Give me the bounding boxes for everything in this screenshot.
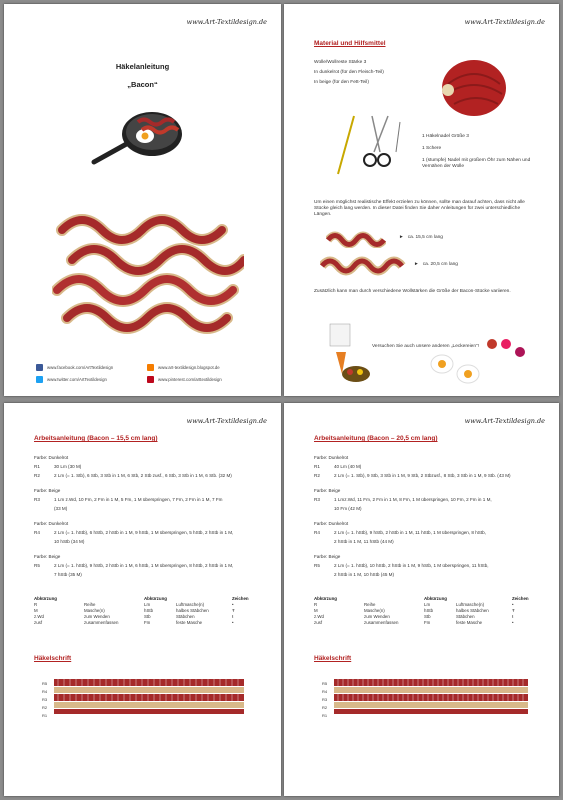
site-url: www.Art-Textildesign.de bbox=[186, 417, 267, 425]
row-text: (33 M) bbox=[54, 506, 68, 511]
yarn-ball-image bbox=[434, 56, 510, 120]
pattern-title: Häkelanleitung bbox=[115, 62, 170, 71]
row-text: 10 Fm (42 M) bbox=[334, 506, 362, 511]
svg-text:R5: R5 bbox=[42, 681, 48, 686]
pattern-row bbox=[314, 572, 394, 577]
color-label: Farbe: Beige bbox=[314, 554, 341, 559]
row-text: 2 Lm (= 1. Stb), 6 Stb, 3 Stb in 1 M, 6 Stb, 2 Stb zusf., 6 Stb, 3 Stb in 1 M, 6 Stb. (32 M) bbox=[54, 473, 232, 478]
row-text: 2 Lm (= 1. hStb), 10 hStb, 2 hStb in 1 M, 9 hStb, 1 M überspringen, 11 hStb, bbox=[334, 563, 489, 568]
site-url: www.Art-Textildesign.de bbox=[464, 417, 545, 425]
row-label: R5 bbox=[34, 563, 40, 568]
pattern-row bbox=[314, 506, 362, 511]
dc-symbol: ŧ bbox=[512, 614, 514, 620]
svg-text:R4: R4 bbox=[322, 689, 328, 694]
tool-line-3: 1 (stumpfe) Nadel mit großem Öhr zum Nähen und Vernähen der Wolle bbox=[422, 158, 531, 169]
blogger-icon bbox=[147, 364, 154, 371]
sc-symbol: • bbox=[232, 620, 234, 626]
abbr-desc: feste Masche bbox=[176, 620, 203, 626]
chart-heading: Häkelschrift bbox=[314, 655, 352, 662]
row-label: R3 bbox=[34, 497, 40, 502]
abbr-cell: hStb bbox=[424, 607, 434, 613]
half-dc-symbol: Ŧ bbox=[232, 607, 235, 613]
tool-line-2: 1 Schere bbox=[422, 146, 442, 151]
row-label: R1 bbox=[314, 464, 320, 469]
row-text: 30 Lm (30 M) bbox=[54, 464, 82, 469]
abbr-desc: Stäbchen bbox=[456, 614, 475, 620]
abbr-cell: z.Wd bbox=[34, 614, 45, 620]
abbr-desc: Luftmasche(n) bbox=[456, 601, 485, 607]
row-text: 40 Lm (40 M) bbox=[334, 464, 362, 469]
chart-heading: Häkelschrift bbox=[34, 655, 72, 662]
symbol-header: Zeichen bbox=[512, 595, 529, 601]
page-2-materials bbox=[284, 4, 559, 396]
promo-text: Versuchen Sie auch unsere anderen „Leckereien“! bbox=[372, 344, 479, 349]
abbr-cell: Fm bbox=[144, 620, 151, 626]
abbr-desc: halbes Stäbchen bbox=[456, 607, 489, 613]
pattern-row bbox=[34, 497, 222, 502]
pinterest-link-text: www.pinterest.com/arttextildesign bbox=[158, 377, 222, 382]
page-3-instructions-short bbox=[4, 403, 281, 796]
facebook-link-text: www.facebook.com/ArtTextildesign bbox=[47, 365, 114, 370]
pattern-row bbox=[34, 464, 81, 469]
twitter-icon bbox=[36, 376, 43, 383]
abbr-desc: Luftmasche(n) bbox=[176, 601, 205, 607]
materials-heading: Material und Hilfsmittel bbox=[314, 40, 386, 47]
row-label: R5 bbox=[314, 563, 320, 568]
svg-text:R3: R3 bbox=[322, 697, 328, 702]
blogger-link[interactable] bbox=[147, 364, 220, 371]
color-label: Farbe: Dunkelrot bbox=[314, 521, 349, 526]
svg-text:R5: R5 bbox=[322, 681, 328, 686]
instructions-heading: Arbeitsanleitung (Bacon – 20,5 cm lang) bbox=[314, 435, 438, 442]
row-text: 2 Lm (= 1. hStb), 6 hStb, 2 hStb in 1 M, 9 hStb, 1 M überspringen, 5 hStb, 2 hStb in 1 M, bbox=[54, 530, 234, 535]
pattern-row bbox=[314, 563, 489, 568]
pattern-row bbox=[314, 497, 492, 502]
pattern-row bbox=[314, 539, 394, 544]
page-1-cover bbox=[4, 4, 281, 396]
length-short-text: ca. 15,5 cm lang bbox=[407, 235, 443, 240]
abbr-desc: halbes Stäbchen bbox=[176, 607, 209, 613]
abbr-desc: zum Wenden bbox=[84, 614, 110, 620]
color-label: Farbe: Dunkelrot bbox=[314, 455, 349, 460]
crochet-chart bbox=[320, 673, 532, 723]
blogger-link-text: www.art-textildesign.blogspot.de bbox=[158, 365, 220, 370]
abbr-cell: R bbox=[314, 601, 318, 607]
crocheted-bacon-image bbox=[52, 200, 244, 338]
row-text: 1 Lm z.Wd, 10 Fm, 2 Fm in 1 M, 5 Fm, 1 M überspringen, 7 Fm, 2 Fm in 1 M, 7 Fm bbox=[54, 497, 223, 502]
facebook-icon bbox=[36, 364, 43, 371]
yarn-line-2: In dunkelrot (für den Fleisch-Teil) bbox=[314, 70, 384, 75]
row-text: 1 Lmz.Wd, 11 Fm, 2 Fm in 1 M, 8 Fm, 1 M überspringen, 10 Fm, 2 Fm in 1 M, bbox=[334, 497, 492, 502]
pattern-row bbox=[34, 572, 82, 577]
abbr-cell: Stb bbox=[144, 614, 151, 620]
crochet-chart bbox=[40, 673, 252, 723]
color-label: Farbe: Beige bbox=[314, 488, 341, 493]
abbr-desc: Masche(n) bbox=[364, 607, 385, 613]
facebook-link[interactable] bbox=[36, 364, 113, 371]
yarn-line-1: Wolle/Wollreste Stärke 3 bbox=[314, 60, 367, 65]
length-long: ► ca. 20,5 cm lang bbox=[414, 262, 458, 267]
symbol-header: Zeichen bbox=[232, 595, 249, 601]
row-text: 2 Lm (= 1. hStb), 9 hStb, 2 hStb in 1 M, 6 hStb, 1 M überspringen, 8 hStb, 2 hStb in 1 M, bbox=[54, 563, 234, 568]
twitter-link[interactable] bbox=[36, 376, 107, 383]
chain-symbol: • bbox=[512, 601, 514, 607]
row-text: 10 hStb (34 M) bbox=[54, 539, 85, 544]
abbr-cell: z.Wd bbox=[314, 614, 325, 620]
intro-paragraph: Um einen möglichst realistische Effekt erzielen zu können, sollte man darauf achten, dass nicht alle Stücke gleich lang werden. In dieser Datei finden Sie daher Anleitungen für zwei unterschiedliche Längen. bbox=[314, 200, 525, 217]
abbr-desc: Masche(n) bbox=[84, 607, 105, 613]
abbr-desc: Reihe bbox=[364, 601, 376, 607]
abbr-cell: M bbox=[34, 607, 38, 613]
abbr-desc: Reihe bbox=[84, 601, 96, 607]
pinterest-icon bbox=[147, 376, 154, 383]
abbr-cell: Fm bbox=[424, 620, 431, 626]
site-url: www.Art-Textildesign.de bbox=[464, 18, 545, 26]
pattern-row bbox=[314, 473, 511, 478]
color-label: Farbe: Dunkelrot bbox=[34, 521, 69, 526]
frying-pan-image bbox=[90, 104, 190, 166]
site-url: www.Art-Textildesign.de bbox=[186, 18, 267, 26]
half-dc-symbol: Ŧ bbox=[512, 607, 515, 613]
row-text: 2 Lm (= 1. Stb), 9 Stb, 3 Stb in 1 M, 9 Stb, 2 Stbzusf., 8 Stb, 3 Stb in 1 M, 9 Stb. (43 M) bbox=[334, 473, 511, 478]
abbr-desc: Stäbchen bbox=[176, 614, 195, 620]
row-label: R2 bbox=[314, 473, 320, 478]
yarn-line-3: In beige (für den Fett-Teil) bbox=[314, 80, 369, 85]
row-label: R4 bbox=[314, 530, 320, 535]
pattern-row bbox=[314, 530, 486, 535]
pattern-row bbox=[34, 530, 233, 535]
svg-text:R2: R2 bbox=[42, 705, 48, 710]
row-label: R2 bbox=[34, 473, 40, 478]
abbr-cell: zusf bbox=[34, 620, 43, 626]
abbreviation-table bbox=[314, 595, 534, 626]
svg-text:R3: R3 bbox=[42, 697, 48, 702]
bacon-short-image bbox=[326, 228, 386, 248]
pattern-row bbox=[34, 473, 232, 478]
length-long-text: ca. 20,5 cm lang bbox=[422, 262, 458, 267]
color-label: Farbe: Dunkelrot bbox=[34, 455, 69, 460]
abbr-cell: R bbox=[34, 601, 38, 607]
dc-symbol: ŧ bbox=[232, 614, 234, 620]
extra-paragraph: Zusätzlich kann man durch verschiedene Wollstärken die Größe der Bacon-Stücke variieren. bbox=[314, 289, 511, 294]
instructions-heading: Arbeitsanleitung (Bacon – 15,5 cm lang) bbox=[34, 435, 158, 442]
abbr-cell: Stb bbox=[424, 614, 431, 620]
svg-text:R1: R1 bbox=[42, 713, 48, 718]
svg-text:R1: R1 bbox=[322, 713, 328, 718]
length-short: ► ca. 15,5 cm lang bbox=[399, 235, 443, 240]
pattern-row bbox=[34, 506, 67, 511]
pattern-row bbox=[34, 563, 233, 568]
pattern-subtitle: „Bacon“ bbox=[127, 80, 158, 89]
svg-text:R4: R4 bbox=[42, 689, 48, 694]
bacon-long-image bbox=[320, 254, 408, 276]
row-text: 2 hStb in 1 M, 10 hStb (45 M) bbox=[334, 572, 395, 577]
chain-symbol: • bbox=[232, 601, 234, 607]
abbr-cell: M bbox=[314, 607, 318, 613]
row-text: 2 Lm (= 1. hStb), 9 hStb, 2 hStb in 1 M, 11 hStb, 1 M überspringen, 8 hStb, bbox=[334, 530, 486, 535]
abbr-desc: zusammenfassen bbox=[364, 620, 399, 626]
row-text: 7 hStb (35 M) bbox=[54, 572, 82, 577]
tool-line-1: 1 Häkelnadel Größe 3 bbox=[422, 134, 469, 139]
svg-text:R2: R2 bbox=[322, 705, 328, 710]
crochet-hook-scissors-image bbox=[332, 112, 404, 176]
row-label: R4 bbox=[34, 530, 40, 535]
sc-symbol: • bbox=[512, 620, 514, 626]
pinterest-link[interactable] bbox=[147, 376, 222, 383]
abbr-desc: zusammenfassen bbox=[84, 620, 119, 626]
abbr-cell: Lm bbox=[144, 601, 151, 607]
abbr-header: Abkürzung bbox=[314, 595, 337, 601]
abbr-desc: feste Masche bbox=[456, 620, 483, 626]
abbr-desc: zum Wenden bbox=[364, 614, 390, 620]
page-4-instructions-long bbox=[284, 403, 559, 796]
abbr-cell: hStb bbox=[144, 607, 154, 613]
abbr-cell: zusf bbox=[314, 620, 323, 626]
color-label: Farbe: Beige bbox=[34, 554, 61, 559]
pattern-row bbox=[314, 464, 361, 469]
abbr-cell: Lm bbox=[424, 601, 431, 607]
twitter-link-text: www.twitter.com/ArtTextildesign bbox=[47, 377, 107, 382]
abbreviation-table bbox=[34, 595, 254, 626]
row-text: 2 hStb in 1 M, 11 hStb (44 M) bbox=[334, 539, 394, 544]
abbr-header: Abkürzung bbox=[424, 595, 447, 601]
pattern-row bbox=[34, 539, 84, 544]
abbr-header: Abkürzung bbox=[144, 595, 167, 601]
abbr-header: Abkürzung bbox=[34, 595, 57, 601]
row-label: R1 bbox=[34, 464, 40, 469]
row-label: R3 bbox=[314, 497, 320, 502]
other-treats-images bbox=[324, 322, 534, 388]
color-label: Farbe: Beige bbox=[34, 488, 61, 493]
